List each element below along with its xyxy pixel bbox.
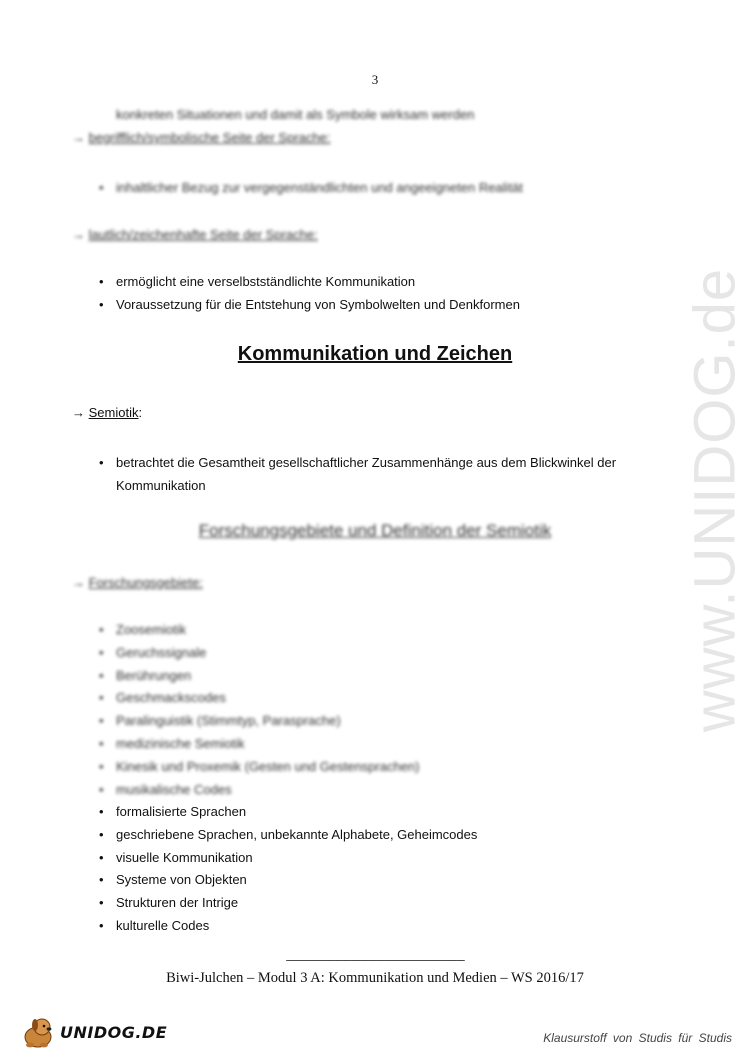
list-item: • Berührungen xyxy=(99,665,420,688)
watermark: www.UNIDOG.de xyxy=(682,267,748,733)
list-item: • Zoosemiotik xyxy=(99,619,420,642)
arrow-heading-1-label: begrifflich/symbolische Seite der Sprache: xyxy=(88,130,331,145)
blurred-bullet-1 xyxy=(99,177,523,200)
list-item: • Kinesik und Proxemik (Gesten und Gestensprachen) xyxy=(99,756,420,779)
continuation-text: konkreten Situationen und damit als Symbole wirksam werden xyxy=(116,107,475,122)
arrow-heading-2-label: lautlich/zeichenhafte Seite der Sprache: xyxy=(88,227,318,242)
list-item: • kulturelle Codes xyxy=(99,915,477,938)
list-item: • Strukturen der Intrige xyxy=(99,892,477,915)
list-item: • Voraussetzung für die Entstehung von Symbolwelten und Denkformen xyxy=(99,294,520,317)
list-item: • ermöglicht eine verselbstständlichte Kommunikation xyxy=(99,271,520,294)
semiotik-bullet xyxy=(99,452,616,498)
dog-icon xyxy=(20,1015,60,1049)
footer-text: Biwi-Julchen – Modul 3 A: Kommunikation und Medien – WS 2016/17 xyxy=(166,970,584,986)
forschung-heading: → Forschungsgebiete: xyxy=(72,575,203,590)
footer-rule: ------------------------------------------------------------------- xyxy=(285,954,465,966)
list-item: • visuelle Kommunikation xyxy=(99,847,477,870)
semiotik-label: Semiotik xyxy=(88,405,139,420)
bullet-list-1 xyxy=(99,271,520,317)
tagline: Klausurstoff von Studis für Studis xyxy=(543,1031,732,1045)
list-item: • geschriebene Sprachen, unbekannte Alphabete, Geheimcodes xyxy=(99,824,477,847)
list-item: • Geruchssignale xyxy=(99,642,420,665)
list-item: • medizinische Semiotik xyxy=(99,733,420,756)
arrow-heading-2: → lautlich/zeichenhafte Seite der Sprache: xyxy=(72,227,318,242)
visible-list xyxy=(99,801,477,938)
list-item: • Geschmackscodes xyxy=(99,687,420,710)
list-item: • inhaltlicher Bezug zur vergegenständlichten und angeeigneten Realität xyxy=(99,177,523,200)
unidog-logo[interactable] xyxy=(20,1015,168,1049)
list-item: • Paralinguistik (Stimmtyp, Parasprache) xyxy=(99,710,420,733)
section-heading: Kommunikation und Zeichen xyxy=(237,343,513,365)
colon: : xyxy=(138,405,143,420)
arrow-heading-1: → begrifflich/symbolische Seite der Sprache: xyxy=(72,130,331,145)
list-item: • Systeme von Objekten xyxy=(99,869,477,892)
logo-text: UNIDOG.DE xyxy=(60,1023,168,1042)
list-item xyxy=(99,452,616,498)
blurred-list xyxy=(99,619,420,801)
semiotik-heading xyxy=(72,405,142,420)
sub-heading: Forschungsgebiete und Definition der Semiotik xyxy=(198,521,552,540)
page-number: 3 xyxy=(371,72,379,87)
semiotik-bullet-line1: betrachtet die Gesamtheit gesellschaftlicher Zusammenhänge aus dem Blickwinkel der xyxy=(116,455,617,470)
arrow-icon: → xyxy=(72,405,85,420)
forschung-label: Forschungsgebiete: xyxy=(88,575,203,590)
semiotik-bullet-line2: Kommunikation xyxy=(116,477,206,493)
list-item: • musikalische Codes xyxy=(99,779,420,802)
list-item: • formalisierte Sprachen xyxy=(99,801,477,824)
